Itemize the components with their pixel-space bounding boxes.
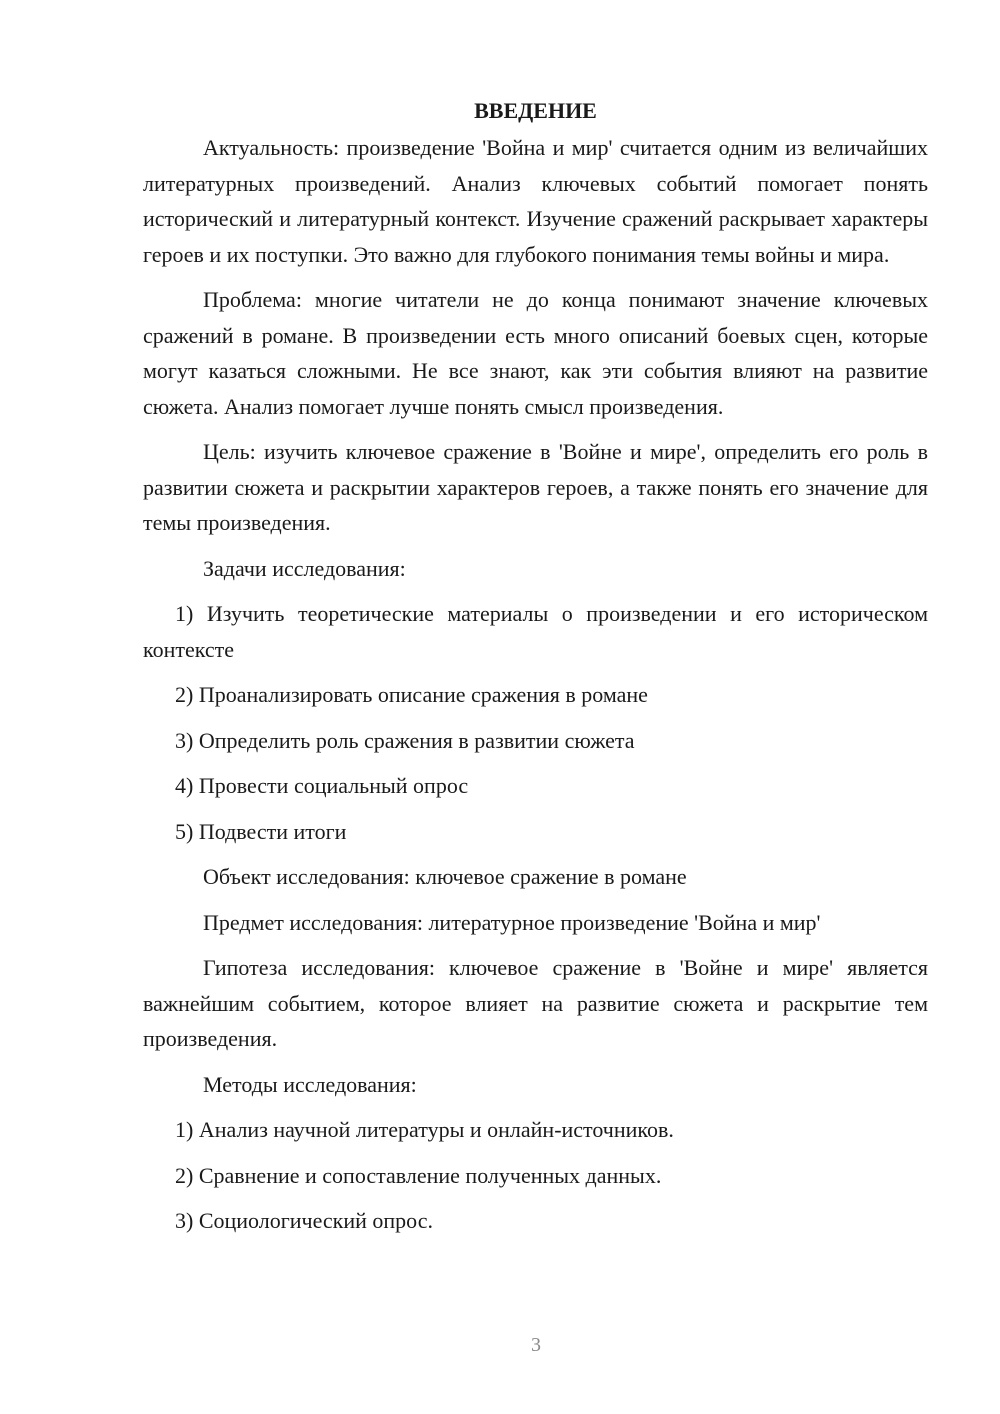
method-item-1: 1) Анализ научной литературы и онлайн-источников. [175,1117,674,1142]
task-item-3: 3) Определить роль сражения в развитии сюжета [175,727,635,753]
goal-paragraph: Цель: изучить ключевое сражение в 'Войне и мире', определить его роль в развитии сюжета и раскрытии характеров героев, а также понять его значение для темы произведения. [143,439,928,535]
task-item-2: 2) Проанализировать описание сражения в романе [175,682,648,707]
hypothesis-paragraph: Гипотеза исследования: ключевое сражение в 'Войне и мире' является важнейшим событием, которое влияет на развитие сюжета и раскрытие тем произведения. [143,955,928,1051]
method-item-2: 2) Сравнение и сопоставление полученных данных. [175,1162,662,1188]
subject-paragraph: Предмет исследования: литературное произведение 'Война и мир' [203,909,821,935]
task-item-4: 4) Провести социальный опрос [175,773,469,798]
task-item-1: 1) Изучить теоретические материалы о произведении и его историческом контексте [143,601,928,662]
tasks-heading: Задачи исследования: [203,555,406,581]
section-title: ВВЕДЕНИЕ [474,98,597,123]
problem-paragraph: Проблема: многие читатели не до конца понимают значение ключевых сражений в романе. В произведении есть много описаний боевых сцен, которые могут казаться сложными. Не все знают, как эти события влияют на развитие сюжета. Анализ помогает лучше понять смысл произведения. [143,287,928,419]
relevance-paragraph: Актуальность: произведение 'Война и мир' считается одним из величайших литературных произведений. Анализ ключевых событий помогает понять исторический и литературный контекст. Изучение сражений раскрывает характеры героев и их поступки. Это важно для глубокого понимания темы войны и мира. [143,135,928,267]
method-item-3: 3) Социологический опрос. [175,1208,433,1233]
page-number: 3 [531,1334,541,1356]
task-item-5: 5) Подвести итоги [175,818,347,844]
object-paragraph: Объект исследования: ключевое сражение в романе [203,864,687,889]
document-page [143,93,928,1239]
methods-heading: Методы исследования: [203,1071,417,1097]
